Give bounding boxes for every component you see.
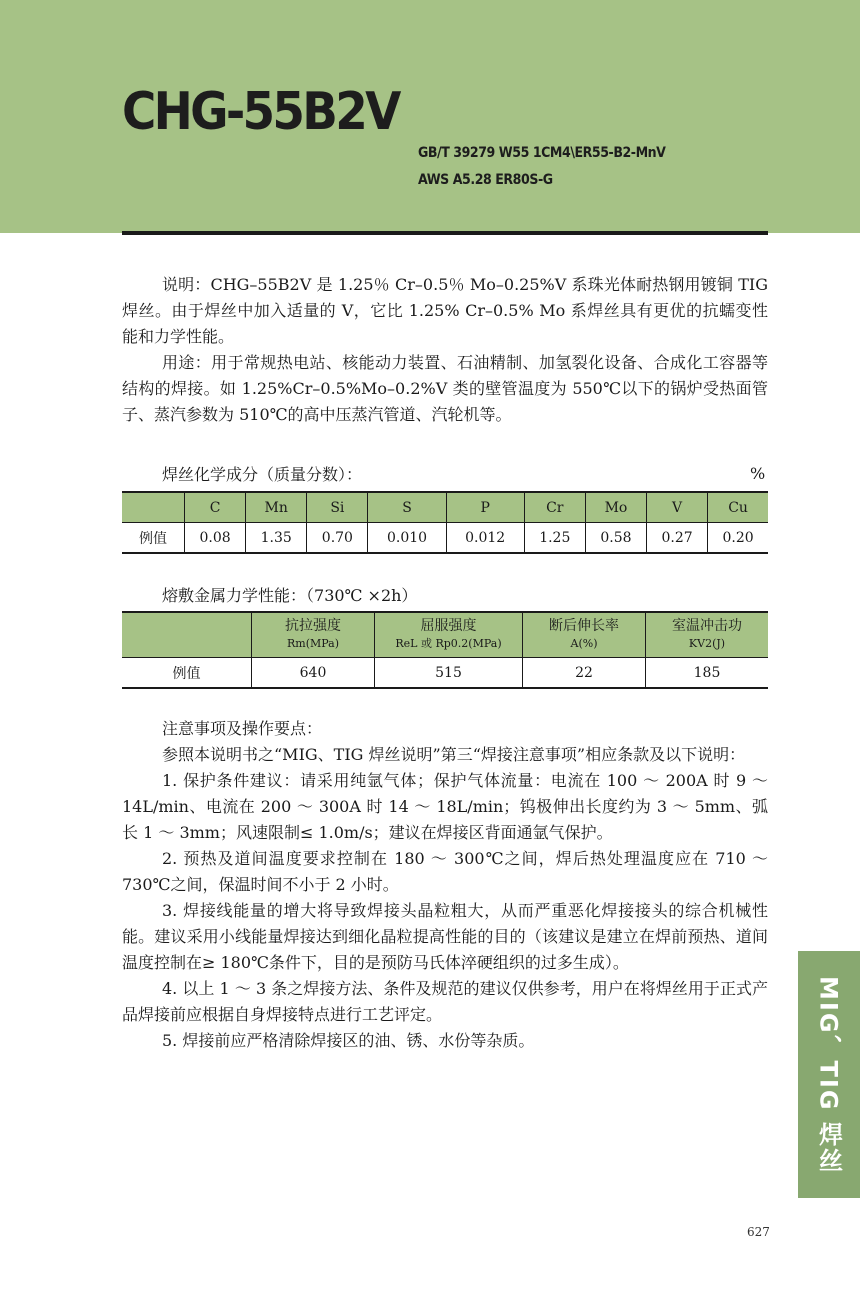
description-text: CHG–55B2V 是 1.25％ Cr–0.5％ Mo–0.25%V 系珠光体耐热钢用镀铜 TIG 焊丝。由于焊丝中加入适量的 V，它比 1.25% Cr–0.5% Mo 系焊丝具有更优的抗蠕变性能和力学性能。 (122, 275, 768, 346)
chem-value-cell: 0.010 (368, 523, 446, 554)
chem-header-cell: P (446, 492, 524, 523)
chem-value-cell: 0.20 (708, 523, 768, 554)
mech-header-cell (252, 612, 375, 658)
usage-text: 用于常规热电站、核能动力装置、石油精制、加氢裂化设备、合成化工容器等结构的焊接。如 1.25%Cr–0.5%Mo–0.2%V 类的壁管温度为 550℃以下的锅炉受热面管子、蒸汽参数为 510℃的高中压蒸汽管道、汽轮机等。 (122, 353, 768, 424)
chem-header-cell: Mn (246, 492, 307, 523)
mech-header-line2: ReL 或 Rp0.2(MPa) (395, 637, 502, 650)
mechanical-title-text: 熔敷金属力学性能： (162, 586, 307, 605)
notes-intro: 参照本说明书之“MIG、TIG 焊丝说明”第三“焊接注意事项”相应条款及以下说明： (162, 745, 746, 764)
notes-title: 注意事项及操作要点： (162, 719, 323, 738)
chemistry-unit: % (750, 464, 766, 483)
mech-header-cell (375, 612, 523, 658)
chem-row-label: 例值 (122, 523, 185, 554)
mech-value-cell: 22 (523, 658, 646, 689)
side-tab-label: MIG、TIG 焊丝 (814, 975, 843, 1174)
chem-value-cell: 1.25 (524, 523, 585, 554)
chem-header-cell (122, 492, 185, 523)
chemistry-header-row (122, 492, 768, 523)
side-tab (798, 951, 860, 1198)
standard-aws: AWS A5.28 ER80S-G (418, 172, 553, 188)
mech-header-line1: 室温冲击功 (672, 618, 742, 634)
mechanical-table (122, 611, 768, 689)
notes-item: 5. 焊接前应严格清除焊接区的油、锈、水份等杂质。 (162, 1031, 535, 1050)
page-number: 627 (747, 1225, 770, 1239)
chem-value-cell: 0.58 (585, 523, 646, 554)
mechanical-value-row (122, 658, 768, 689)
description-label: 说明： (162, 275, 211, 294)
chem-header-cell: Cr (524, 492, 585, 523)
mech-header-line2: Rm(MPa) (286, 637, 340, 650)
usage-paragraph (122, 350, 768, 428)
standard-gb: GB/T 39279 W55 1CM4\ER55-B2-MnV (418, 145, 666, 161)
notes-item: 3. 焊接线能量的增大将导致焊接头晶粒粗大，从而严重恶化焊接接头的综合机械性能。建议采用小线能量焊接达到细化晶粒提高性能的目的（该建议是建立在焊前预热、道间温度控制在≥ 180℃条件下，目的是预防马氏体淬硬组织的过多生成）。 (122, 901, 768, 972)
usage-label: 用途： (162, 353, 212, 372)
mech-header-cell (122, 612, 252, 658)
chem-header-cell: Mo (585, 492, 646, 523)
notes-section (122, 716, 768, 1054)
chem-value-cell: 1.35 (246, 523, 307, 554)
mechanical-title (162, 583, 417, 606)
chem-value-cell: 0.27 (647, 523, 708, 554)
chemistry-value-row (122, 523, 768, 554)
mech-header-line1: 抗拉强度 (285, 618, 341, 634)
mech-value-cell: 185 (646, 658, 769, 689)
chemistry-table (122, 491, 768, 554)
mech-row-label: 例值 (122, 658, 252, 689)
chem-header-cell: C (185, 492, 246, 523)
header-rule (122, 231, 768, 235)
notes-item: 4. 以上 1 ～ 3 条之焊接方法、条件及规范的建议仅供参考，用户在将焊丝用于正式产品焊接前应根据自身焊接特点进行工艺评定。 (122, 979, 768, 1024)
mech-header-line1: 屈服强度 (420, 618, 477, 634)
mech-value-cell: 640 (252, 658, 375, 689)
notes-item: 1. 保护条件建议：请采用纯氩气体；保护气体流量：电流在 100 ～ 200A 时 9 ～ 14L/min、电流在 200 ～ 300A 时 14 ～ 18L/min；钨极伸出长度约为 3 ～ 5mm、弧长 1 ～ 3mm；风速限制≤ 1.0m/s；建议在焊接区背面通氩气保护。 (122, 771, 768, 842)
chem-header-cell: Cu (708, 492, 768, 523)
notes-item: 2. 预热及道间温度要求控制在 180 ～ 300℃之间，焊后热处理温度应在 710 ～ 730℃之间，保温时间不小于 2 小时。 (122, 849, 768, 894)
mech-header-cell (523, 612, 646, 658)
product-title: CHG-55B2V (122, 82, 399, 142)
description-paragraph (122, 272, 768, 350)
chem-value-cell: 0.012 (446, 523, 524, 554)
mech-value-cell: 515 (375, 658, 523, 689)
mechanical-header-row (122, 612, 768, 658)
mech-header-line1: 断后伸长率 (549, 618, 619, 634)
chemistry-title: 焊丝化学成分（质量分数）： (162, 465, 363, 484)
mechanical-condition: （730℃ ×2h） (306, 586, 418, 605)
mech-header-line2: A(%) (570, 637, 598, 650)
chem-header-cell: S (368, 492, 446, 523)
chem-value-cell: 0.08 (185, 523, 246, 554)
mech-header-line2: KV2(J) (688, 637, 726, 650)
chem-value-cell: 0.70 (307, 523, 368, 554)
chem-header-cell: Si (307, 492, 368, 523)
chem-header-cell: V (647, 492, 708, 523)
mech-header-cell (646, 612, 769, 658)
